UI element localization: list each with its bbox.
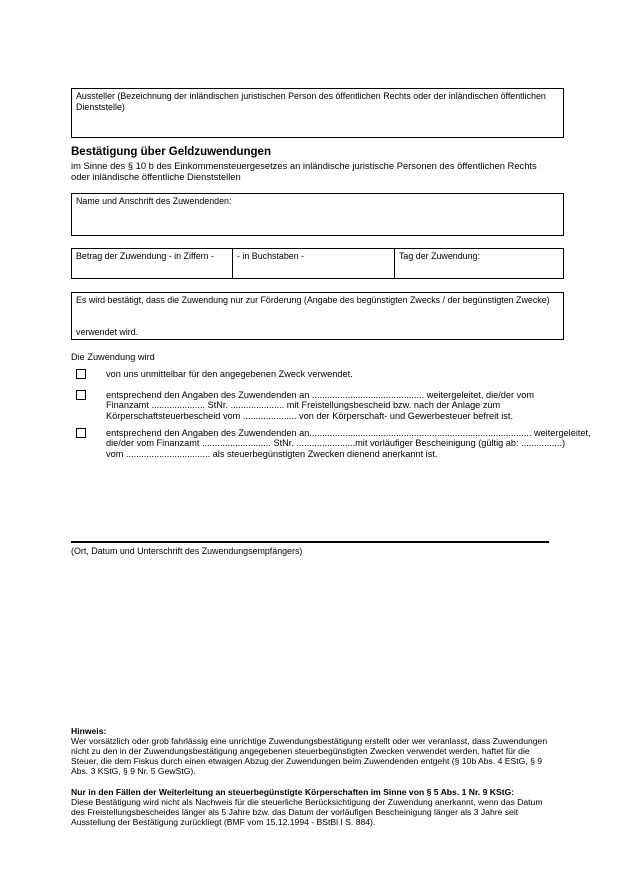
option-forward-freistellung <box>71 390 576 421</box>
donor-label: Name und Anschrift des Zuwendenden: <box>76 196 232 206</box>
option-forward-freistellung-text: entsprechend den Angaben des Zuwendenden an ............................................ weitergeleitet, die/der vom Finanzamt ..................... StNr. ..................... mit Freistellungsbescheid bzw. nach der Anlage zum Körperschaftsteuerbescheid vom ..................... von der Körperschaft- und Gewerbesteuer befreit ist. <box>106 390 534 421</box>
purpose-intro-text: Es wird bestätigt, dass die Zuwendung nur zur Förderung (Angabe des begünstigten Zwecks / der begünstigten Zwecke) <box>76 295 550 305</box>
amount-figures-cell[interactable] <box>72 249 233 278</box>
issuer-box[interactable] <box>71 88 564 138</box>
form-title: Bestätigung über Geldzuwendungen <box>71 146 271 158</box>
amount-figures-label: Betrag der Zuwendung - in Ziffern - <box>76 251 214 261</box>
checkbox-direct-use[interactable] <box>76 369 86 379</box>
checkbox-forward-vorlaeufig[interactable] <box>76 428 86 438</box>
note-hinweis: Hinweis: Wer vorsätzlich oder grob fahrlässig eine unrichtige Zuwendungsbestätigung erstellt oder wer veranlasst, dass Zuwendungen nicht zu den in der Zuwendungsbestätigung angegebenen steuerbegünstigten Zwecken verwendet werden, haftet für die Steuer, die dem Fiskus durch einen etwaigen Abzug der Zuwendungen beim Zuwendenden entgeht (§ 10b Abs. 4 EStG, § 9 Abs. 3 KStG, § 9 Nr. 5 GewStG). <box>71 727 576 777</box>
purpose-box[interactable] <box>71 292 564 340</box>
purpose-closing-text: verwendet wird. <box>76 327 139 337</box>
amount-words-cell[interactable] <box>233 249 395 278</box>
option-forward-vorlaeufig-text: entsprechend den Angaben des Zuwendenden an....................................................................................... weitergeleitet, die/der vom Finanzamt ........................... StNr. .......................mit vorläufiger Bescheinigung (gültig ab: ................) vom ................................. als steuerbegünstigten Zwecken dienend anerkannt ist. <box>106 428 591 459</box>
donation-date-cell[interactable] <box>395 249 563 278</box>
option-direct-use <box>71 369 576 379</box>
note-hinweis-heading: Hinweis: <box>71 726 107 736</box>
issuer-label: Aussteller (Bezeichnung der inländischen juristischen Person des öffentlichen Rechts oder der inländischen öffentlichen Dienststelle) <box>76 91 546 112</box>
signature-label: (Ort, Datum und Unterschrift des Zuwendungsempfängers) <box>71 546 303 556</box>
donor-box[interactable] <box>71 193 564 236</box>
form-subtitle: im Sinne des § 10 b des Einkommensteuergesetzes an inländische juristische Personen des öffentlichen Rechts oder inländische öffentliche Dienststellen <box>71 160 537 182</box>
signature-line[interactable] <box>71 541 549 543</box>
amount-words-label: - in Buchstaben - <box>237 251 305 261</box>
option-direct-use-text: von uns unmittelbar für den angegebenen Zweck verwendet. <box>106 369 353 379</box>
checkbox-forward-freistellung[interactable] <box>76 390 86 400</box>
option-forward-vorlaeufig <box>71 428 591 459</box>
amount-row <box>71 248 564 279</box>
note-weiterleitung: Nur in den Fällen der Weiterleitung an steuerbegünstigte Körperschaften im Sinne von § 5 Abs. 1 Nr. 9 KStG: Diese Bestätigung wird nicht als Nachweis für die steuerliche Berücksichtigung der Zuwendung anerkannt, wenn das Datum des Freistellungsbescheides länger als 5 Jahre bzw. das Datum der vorläufigen Bescheinigung länger als 3 Jahre seit Ausstellung der Bestätigung zurückliegt (BMF vom 15.12.1994 - BStBl I S. 884). <box>71 788 576 828</box>
usage-intro: Die Zuwendung wird <box>71 352 155 362</box>
note-weiterleitung-heading: Nur in den Fällen der Weiterleitung an steuerbegünstigte Körperschaften im Sinne von § 5 Abs. 1 Nr. 9 KStG: <box>71 787 515 797</box>
donation-date-label: Tag der Zuwendung: <box>399 251 480 261</box>
title-block <box>71 146 571 182</box>
